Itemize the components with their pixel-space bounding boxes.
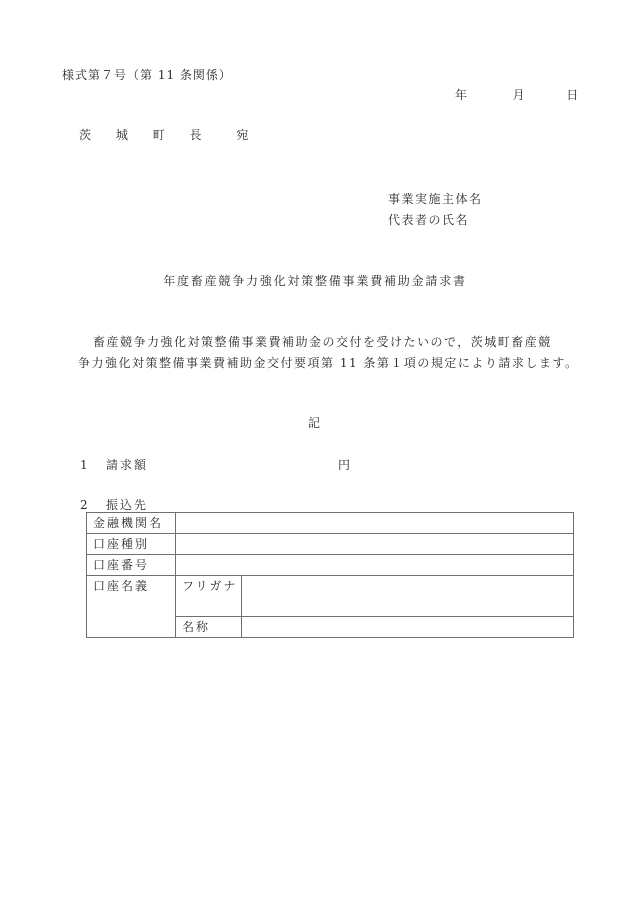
table-row [87, 513, 574, 534]
account-type-label: 口座種別 [87, 534, 176, 555]
request-body [78, 332, 578, 374]
name-field[interactable] [242, 617, 574, 638]
date-day: 日 [566, 88, 581, 102]
account-number-label: 口座番号 [87, 555, 176, 576]
item-number: 1 [80, 458, 90, 472]
addressee-char: 長 [189, 128, 204, 142]
item-label: 請求額 [106, 458, 149, 472]
item-label: 振込先 [106, 498, 149, 512]
bank-name-label: 金融機関名 [87, 513, 176, 534]
form-number: 様式第７号（第 11 条関係） [62, 68, 232, 82]
ki-heading: 記 [308, 416, 323, 430]
addressee [79, 126, 267, 143]
entity-label: 事業実施主体名 [388, 192, 483, 206]
table-row [87, 555, 574, 576]
item-transfer [80, 496, 148, 513]
account-type-field[interactable] [176, 534, 574, 555]
furigana-label: フリガナ [176, 576, 242, 617]
addressee-honorific: 宛 [236, 128, 251, 142]
furigana-field[interactable] [242, 576, 574, 617]
table-row [87, 534, 574, 555]
date-month: 月 [512, 88, 527, 102]
table-row [87, 576, 574, 617]
representative-label: 代表者の氏名 [388, 213, 470, 227]
bank-table [86, 512, 574, 638]
yen-unit: 円 [338, 458, 353, 472]
applicant-block [388, 189, 483, 231]
addressee-char: 町 [152, 128, 167, 142]
document-title: 年度畜産競争力強化対策整備事業費補助金請求書 [163, 274, 467, 288]
item-number: 2 [80, 498, 90, 512]
addressee-char: 茨 [79, 128, 94, 142]
body-line-2: 争力強化対策整備事業費補助金交付要項第 11 条第１項の規定により請求します。 [78, 356, 579, 370]
account-number-field[interactable] [176, 555, 574, 576]
date-year: 年 [455, 88, 470, 102]
bank-name-field[interactable] [176, 513, 574, 534]
body-line-1: 畜産競争力強化対策整備事業費補助金の交付を受けたいので，茨城町畜産競 [93, 335, 552, 349]
account-holder-label: 口座名義 [87, 576, 176, 638]
name-label: 名称 [176, 617, 242, 638]
item-amount [80, 456, 353, 473]
date-line [455, 86, 580, 103]
addressee-char: 城 [115, 128, 130, 142]
